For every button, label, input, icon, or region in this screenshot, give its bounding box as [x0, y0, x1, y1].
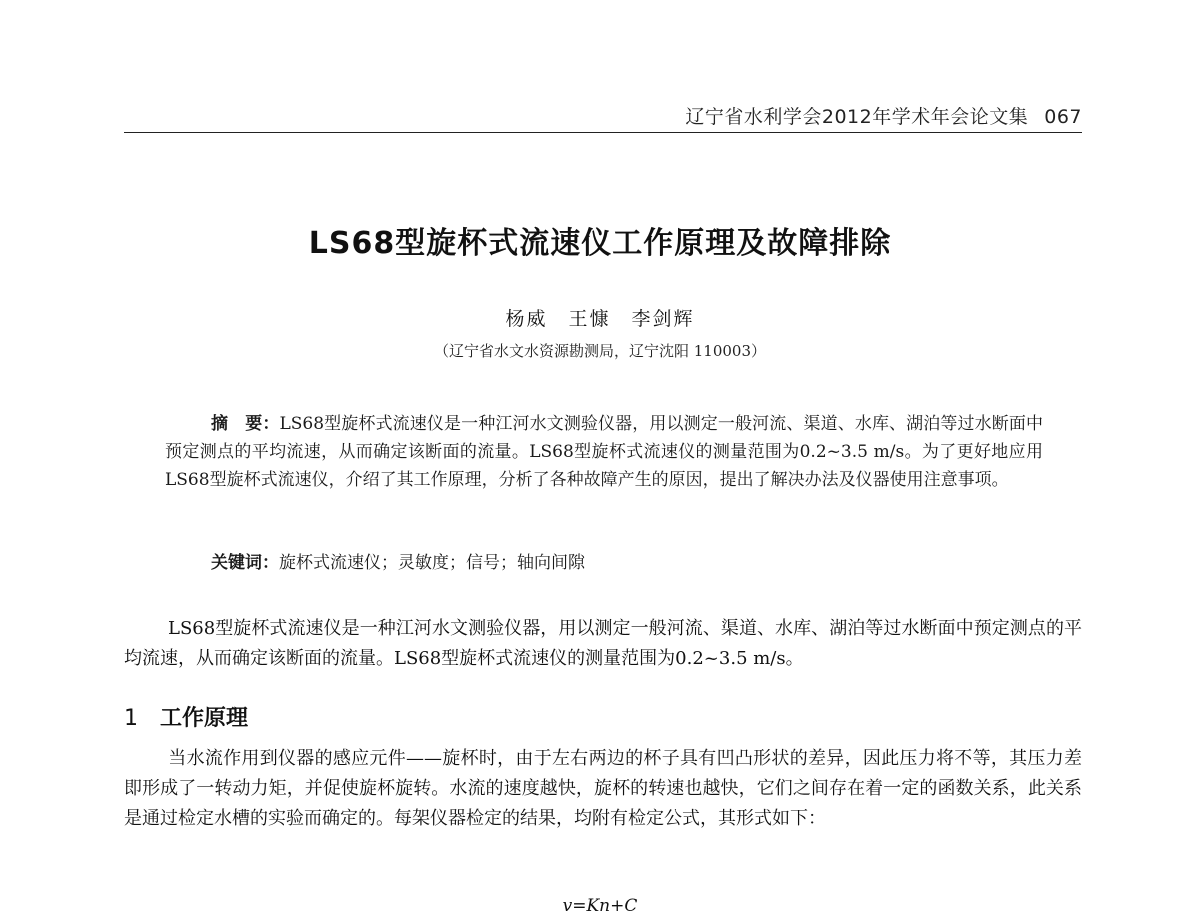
intro-text: LS68型旋杯式流速仪是一种江河水文测验仪器，用以测定一般河流、渠道、水库、湖泊等过水断面中预定测点的平均流速，从而确定该断面的流量。LS68型旋杯式流速仪的测量范围为0.2~3.5 m/s。	[124, 618, 1082, 669]
authors: 杨威 王慷 李剑辉	[505, 308, 695, 330]
affiliation: （辽宁省水文水资源勘测局，辽宁沈阳 110003）	[433, 342, 767, 360]
keywords	[211, 548, 1051, 573]
intro-paragraph	[124, 614, 1082, 674]
header-rule	[124, 132, 1082, 133]
section-number: 1	[124, 706, 138, 731]
paper-title: LS68型旋杯式流速仪工作原理及故障排除	[308, 226, 892, 261]
abstract-text: LS68型旋杯式流速仪是一种江河水文测验仪器，用以测定一般河流、渠道、水库、湖泊等过水断面中预定测点的平均流速，从而确定该断面的流量。LS68型旋杯式流速仪的测量范围为0.2~3.5 m/s。为了更好地应用LS68型旋杯式流速仪，介绍了其工作原理，分析了各种故障产生的原因，提出了解决办法及仪器使用注意事项。	[165, 414, 1043, 490]
formula: v=Kn+C	[562, 896, 638, 916]
running-head	[124, 102, 1082, 129]
section-heading	[124, 701, 248, 732]
section-paragraph-text: 当水流作用到仪器的感应元件——旋杯时，由于左右两边的杯子具有凹凸形状的差异，因此压力将不等，其压力差即形成了一转动力矩，并促使旋杯旋转。水流的速度越快，旋杯的转速也越快，它们之间存在着一定的函数关系，此关系是通过检定水槽的实验而确定的。每架仪器检定的结果，均附有检定公式，其形式如下：	[124, 748, 1082, 829]
page-number: 067	[1044, 106, 1082, 128]
abstract-label: 摘 要：	[211, 414, 280, 434]
section-title: 工作原理	[160, 706, 249, 731]
keywords-text: 旋杯式流速仪；灵敏度；信号；轴向间隙	[279, 553, 585, 573]
keywords-label: 关键词：	[211, 553, 279, 573]
abstract	[165, 410, 1043, 494]
journal-name: 辽宁省水利学会2012年学术年会论文集	[685, 106, 1029, 128]
section-paragraph	[124, 744, 1082, 834]
